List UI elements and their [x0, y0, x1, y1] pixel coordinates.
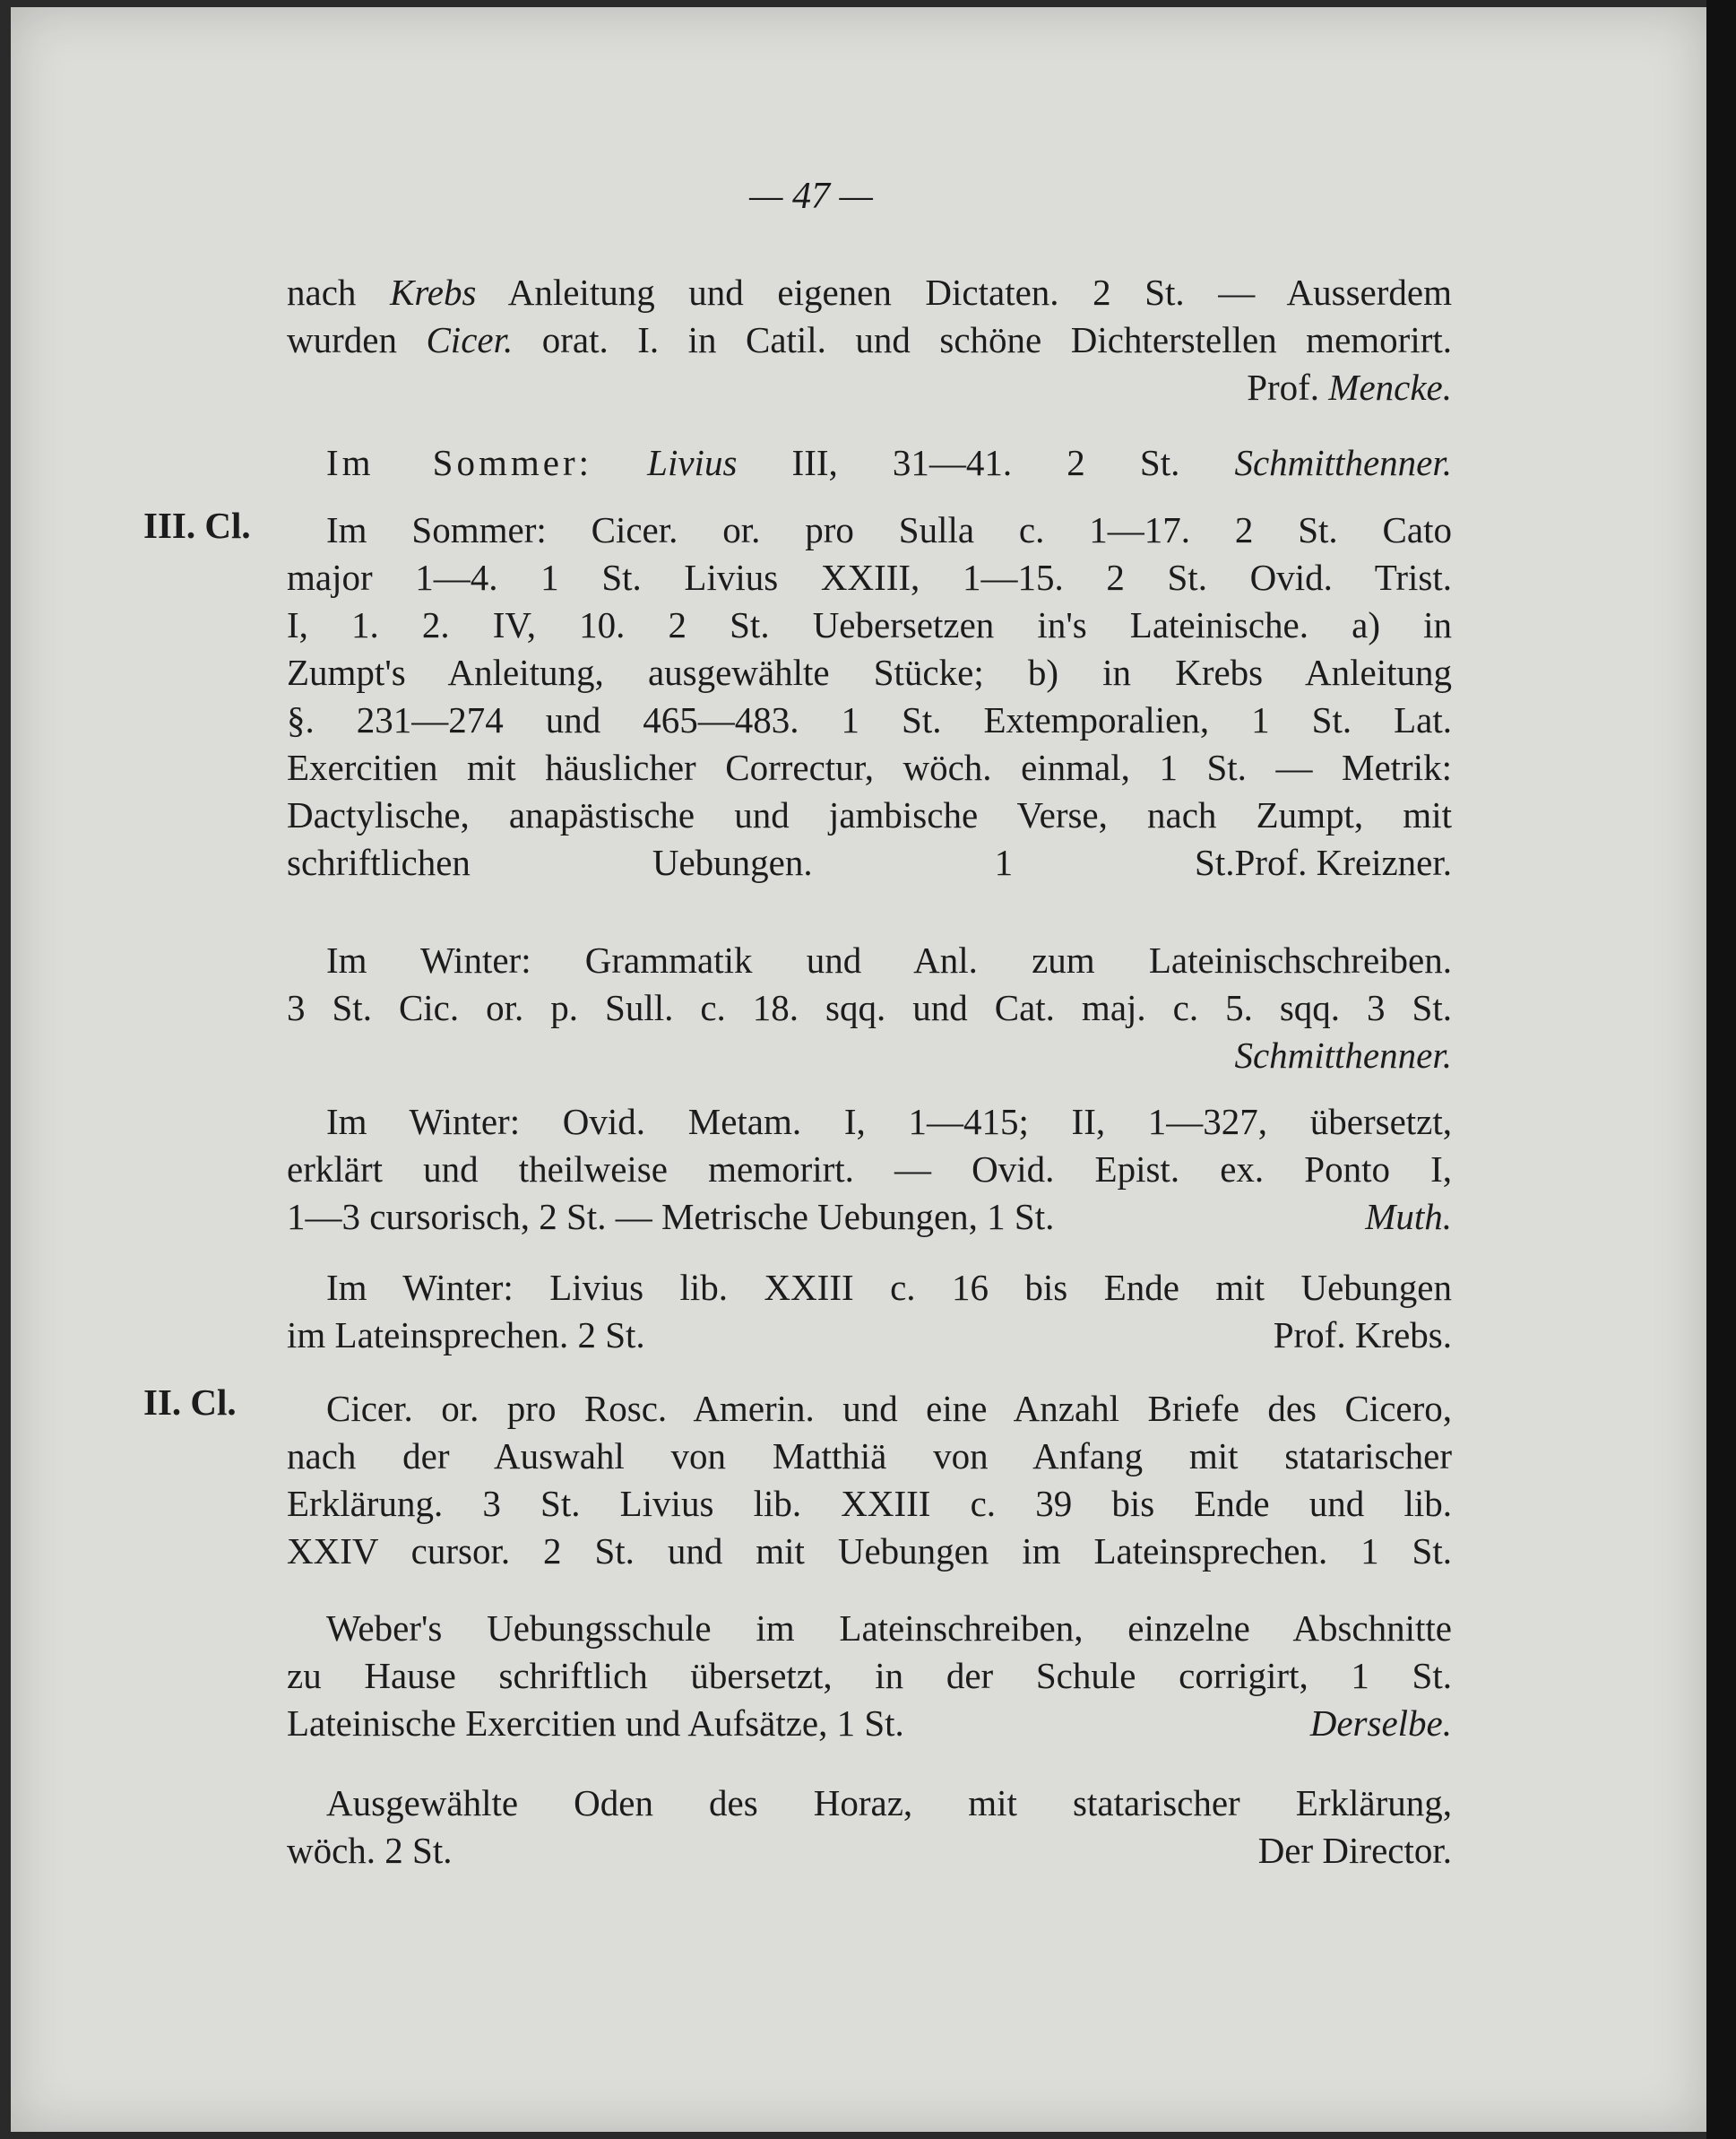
text-line: schriftlichen Uebungen. 1 St. Prof. Kreizner.: [287, 839, 1452, 887]
text-line: XXIV cursor. 2 St. und mit Uebungen im Lateinsprechen. 1 St.: [287, 1530, 1452, 1572]
text-line: Cicer. or. pro Rosc. Amerin. und eine Anzahl Briefe des Cicero,: [326, 1388, 1452, 1429]
paragraph-sommer-livius: [287, 439, 1452, 487]
text-line: Im Winter: Ovid. Metam. I, 1—415; II, 1—327, übersetzt,: [326, 1101, 1452, 1142]
page-edge: [1706, 0, 1736, 2139]
text-line: nach der Auswahl von Matthiä von Anfang mit statarischer: [287, 1435, 1452, 1477]
class-label-ii: II. Cl.: [143, 1381, 237, 1423]
paragraph-class-ii: [287, 1385, 1452, 1575]
text-line: major 1—4. 1 St. Livius XXIII, 1—15. 2 St. Ovid. Trist.: [287, 557, 1452, 598]
text-line: wöch. 2 St. Der Director.: [287, 1827, 1452, 1875]
text-line: 3 St. Cic. or. p. Sull. c. 18. sqq. und Cat. maj. c. 5. sqq. 3 St.: [287, 987, 1452, 1028]
text-line: wurden Cicer. orat. I. in Catil. und schöne Dichterstellen memorirt.: [287, 319, 1452, 360]
paragraph-winter-3: [287, 1264, 1452, 1359]
text-line: Im Sommer: Cicer. or. pro Sulla c. 1—17. 2 St. Cato: [326, 509, 1452, 550]
text-line: im Lateinsprechen. 2 St. Prof. Krebs.: [287, 1312, 1452, 1359]
teacher-signature: Prof. Kreizner.: [1234, 842, 1452, 883]
text-line: I, 1. 2. IV, 10. 2 St. Uebersetzen in's Lateinische. a) in: [287, 604, 1452, 645]
text-line: Dactylische, anapästische und jambische Verse, nach Zumpt, mit: [287, 794, 1452, 836]
text-line: §. 231—274 und 465—483. 1 St. Extemporalien, 1 St. Lat.: [287, 699, 1452, 740]
teacher-signature: Prof. Krebs.: [1273, 1314, 1452, 1355]
text-line: Erklärung. 3 St. Livius lib. XXIII c. 39 bis Ende und lib.: [287, 1483, 1452, 1524]
teacher-signature: Derselbe.: [1309, 1702, 1452, 1744]
paragraph-horaz: [287, 1780, 1452, 1875]
text-line: Exercitien mit häuslicher Correctur, wöch. einmal, 1 St. — Metrik:: [287, 747, 1452, 788]
text-line: erklärt und theilweise memorirt. — Ovid. Epist. ex. Ponto I,: [287, 1148, 1452, 1190]
teacher-signature: Muth.: [1365, 1196, 1452, 1237]
paragraph-class-iii: [287, 507, 1452, 887]
paragraph-krebs: [287, 269, 1452, 411]
teacher-signature: Schmitthenner.: [1234, 1035, 1452, 1076]
text-line: Zumpt's Anleitung, ausgewählte Stücke; b) in Krebs Anleitung: [287, 652, 1452, 693]
page-number: — 47 —: [749, 176, 873, 217]
teacher-signature: Der Director.: [1257, 1830, 1452, 1871]
text-line: Im Sommer: Livius III, 31—41. 2 St. Schmitthenner.: [326, 442, 1453, 483]
text-line: nach Krebs Anleitung und eigenen Dictaten. 2 St. — Ausserdem: [287, 272, 1453, 313]
class-label-iii: III. Cl.: [143, 505, 251, 546]
paragraph-weber: [287, 1605, 1452, 1747]
text-line: zu Hause schriftlich übersetzt, in der Schule corrigirt, 1 St.: [287, 1655, 1452, 1696]
text-line: Lateinische Exercitien und Aufsätze, 1 St. Derselbe.: [287, 1700, 1452, 1747]
text-line: Weber's Uebungsschule im Lateinschreiben, einzelne Abschnitte: [326, 1607, 1452, 1649]
paragraph-winter-1: [287, 937, 1452, 1079]
text-line: Ausgewählte Oden des Horaz, mit statarischer Erklärung,: [326, 1782, 1452, 1823]
teacher-signature: Prof. Mencke.: [1247, 367, 1452, 408]
text-line: Im Winter: Grammatik und Anl. zum Lateinischschreiben.: [326, 940, 1452, 981]
text-line: 1—3 cursorisch, 2 St. — Metrische Uebungen, 1 St. Muth.: [287, 1193, 1452, 1241]
text-line: Im Winter: Livius lib. XXIII c. 16 bis Ende mit Uebungen: [326, 1267, 1452, 1308]
paragraph-winter-2: [287, 1098, 1452, 1241]
